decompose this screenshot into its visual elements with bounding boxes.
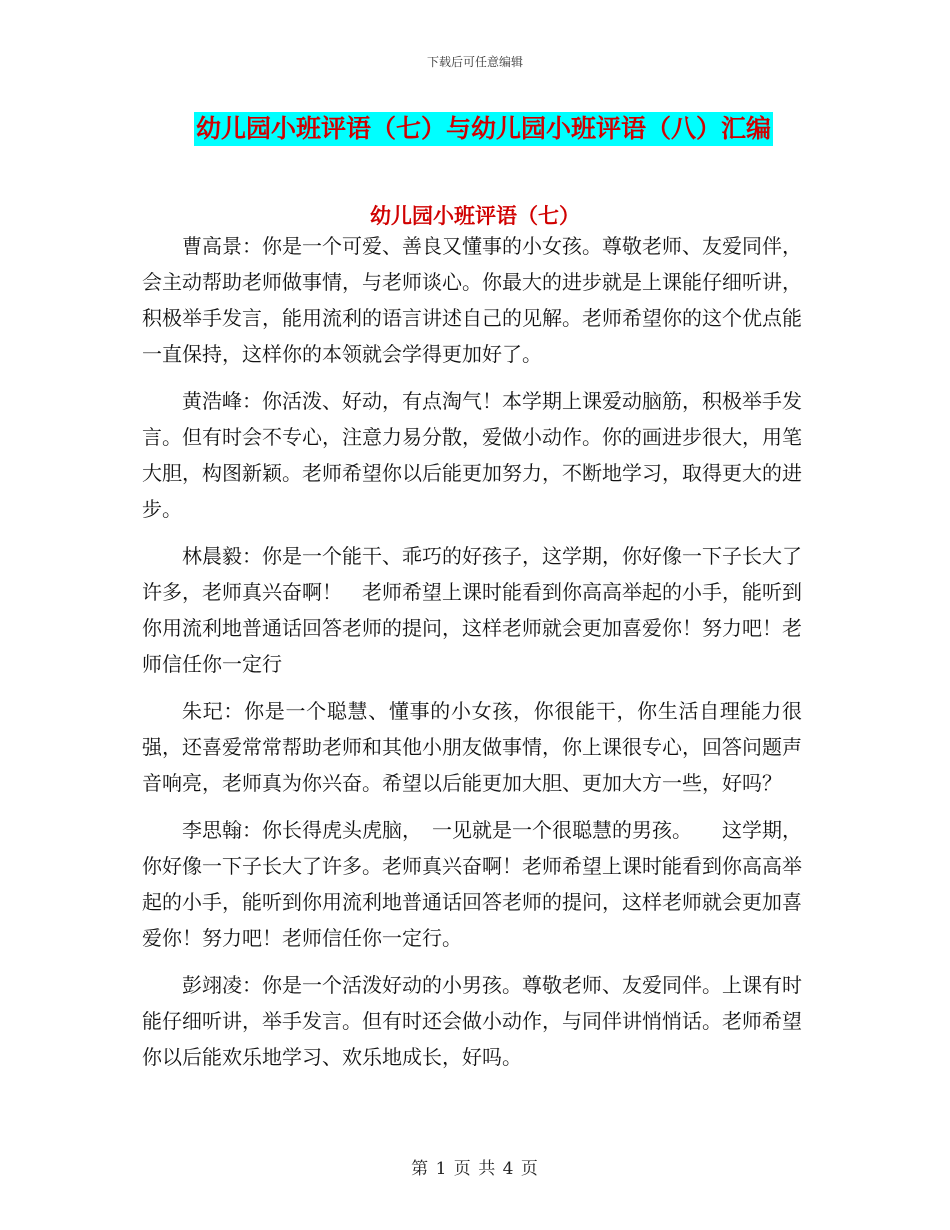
paragraph-peng-yiling: 彭翊凌：你是一个活泼好动的小男孩。尊敬老师、友爱同伴。上课有时能仔细听讲，举手发言。但有时还会做小动作，与同伴讲悄悄话。老师希望你以后能欢乐地学习、欢乐地成长，好吗。: [142, 973, 802, 1069]
page-footer: 第 1 页 共 4 页: [411, 1159, 539, 1179]
paragraph-zhu-qi: 朱玘：你是一个聪慧、懂事的小女孩，你很能干，你生活自理能力很强，还喜爱常常帮助老师和其他小朋友做事情，你上课很专心，回答问题声音响亮，老师真为你兴奋。希望以后能更加大胆、更加大方一些，好吗？: [142, 699, 802, 795]
paragraph-li-sihan: 李思翰：你长得虎头虎脑， 一见就是一个很聪慧的男孩。 这学期，你好像一下子长大了许多。老师真兴奋啊！老师希望上课时能看到你高高举起的小手，能听到你用流利地普通话回答老师的提问，这样老师就会更加喜爱你！努力吧！老师信任你一定行。: [142, 818, 802, 950]
paragraph-huang-haofeng: 黄浩峰：你活泼、好动，有点淘气！本学期上课爱动脑筋，积极举手发言。但有时会不专心，注意力易分散，爱做小动作。你的画进步很大，用笔大胆，构图新颖。老师希望你以后能更加努力，不断地学习，取得更大的进步。: [142, 389, 802, 521]
section-title: 幼儿园小班评语（七）: [370, 203, 580, 228]
paragraph-cao-gaojing: 曹高景：你是一个可爱、善良又懂事的小女孩。尊敬老师、友爱同伴，会主动帮助老师做事情，与老师谈心。你最大的进步就是上课能仔细听讲，积极举手发言，能用流利的语言讲述自己的见解。老师希望你的这个优点能一直保持，这样你的本领就会学得更加好了。: [142, 234, 802, 366]
header-note: 下载后可任意编辑: [426, 55, 523, 69]
document-title: 幼儿园小班评语（七）与幼儿园小班评语（八）汇编: [194, 112, 773, 146]
body-text: [142, 228, 802, 1086]
paragraph-lin-chenyi: 林晨毅：你是一个能干、乖巧的好孩子，这学期，你好像一下子长大了许多，老师真兴奋啊！ 老师希望上课时能看到你高高举起的小手，能听到你用流利地普通话回答老师的提问，这样老师就会更加喜爱你！努力吧！老师信任你一定行: [142, 544, 802, 676]
